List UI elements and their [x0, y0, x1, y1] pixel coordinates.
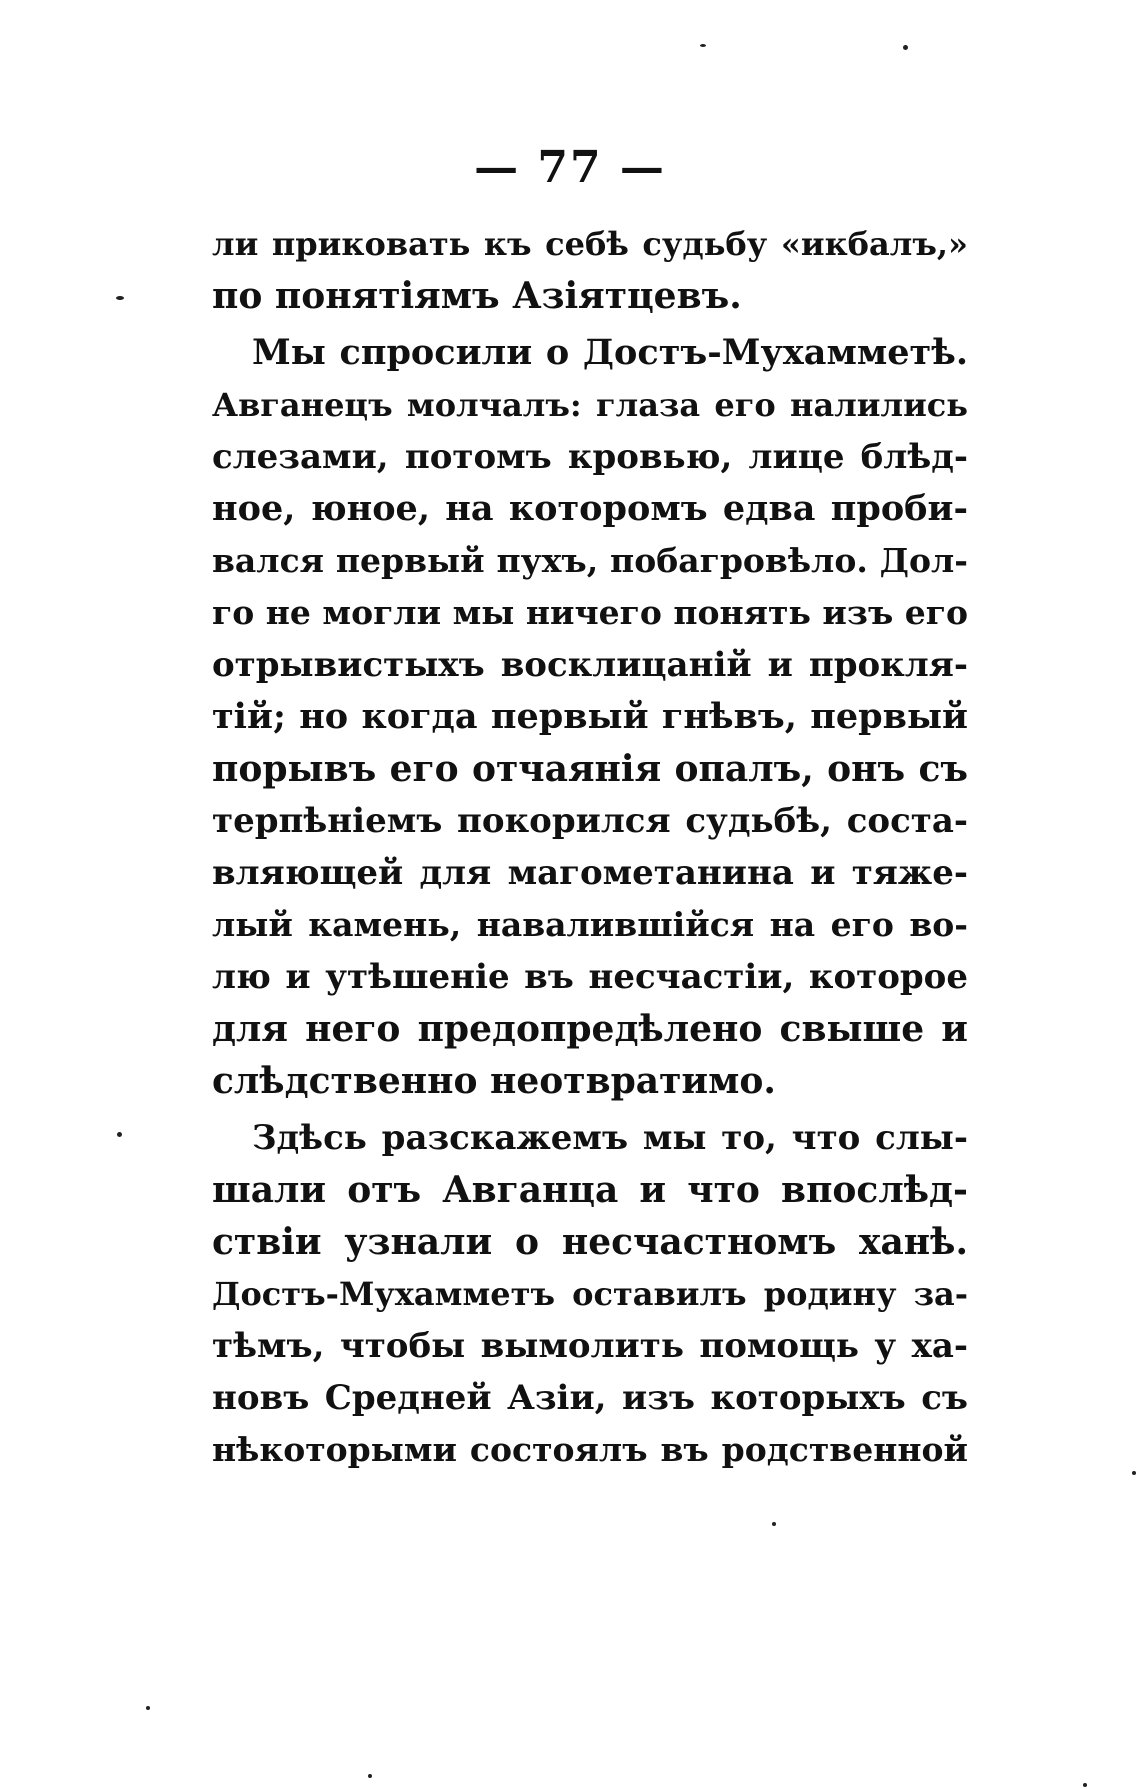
- text-line: го не могли мы ничего понять изъ его: [212, 593, 968, 632]
- text-line: нѣкоторыми состоялъ въ родственной: [212, 1430, 968, 1469]
- text-line: для него предопредѣлено свыше и: [212, 1008, 968, 1050]
- text-line: порывъ его отчаянія опалъ, онъ съ: [212, 748, 968, 790]
- text-line: Мы спросили о Достъ-Мухамметѣ.: [252, 332, 968, 373]
- text-line: лю и утѣшеніе въ несчастіи, которое: [212, 957, 968, 997]
- text-line: новъ Средней Азіи, изъ которыхъ съ: [212, 1378, 968, 1418]
- text-line: лый камень, навалившійся на его во-: [212, 905, 968, 944]
- scan-speck: [1132, 1471, 1136, 1475]
- text-line: слѣдственно неотвратимо.: [212, 1060, 776, 1102]
- body-text: [212, 218, 968, 1476]
- scan-speck: [116, 296, 124, 300]
- text-line: Здѣсь разскажемъ мы то, что слы-: [252, 1118, 968, 1158]
- scan-speck: [903, 45, 908, 50]
- text-line: ствіи узнали о несчастномъ ханѣ.: [212, 1221, 968, 1263]
- text-line: Авганецъ молчалъ: глаза его налились: [212, 386, 968, 424]
- text-line: шали отъ Авганца и что впослѣд-: [212, 1169, 968, 1211]
- text-line: вался первый пухъ, побагровѣло. Дол-: [212, 541, 968, 580]
- text-line: вляющей для магометанина и тяже-: [212, 853, 968, 893]
- scan-speck: [368, 1774, 372, 1778]
- scan-speck: [146, 1706, 150, 1710]
- text-line: тій; но когда первый гнѣвъ, первый: [212, 696, 968, 737]
- text-line: отрывистыхъ восклицаній и прокля-: [212, 645, 968, 685]
- text-line: Достъ-Мухамметъ оставилъ родину за-: [212, 1275, 968, 1313]
- scan-speck: [117, 1132, 122, 1137]
- text-line: ли приковать къ себѣ судьбу «икбалъ,»: [212, 225, 968, 263]
- text-line: по понятіямъ Азіятцевъ.: [212, 275, 742, 317]
- page-number: — 77 —: [474, 142, 666, 193]
- scan-speck: [772, 1522, 776, 1526]
- text-line: слезами, потомъ кровью, лице блѣд-: [212, 437, 968, 477]
- text-line: ное, юное, на которомъ едва проби-: [212, 488, 968, 529]
- scan-speck: [700, 44, 706, 47]
- scan-speck: [1083, 1783, 1087, 1787]
- text-line: тѣмъ, чтобы вымолить помощь у ха-: [212, 1326, 968, 1366]
- text-line: терпѣніемъ покорился судьбѣ, соста-: [212, 801, 968, 841]
